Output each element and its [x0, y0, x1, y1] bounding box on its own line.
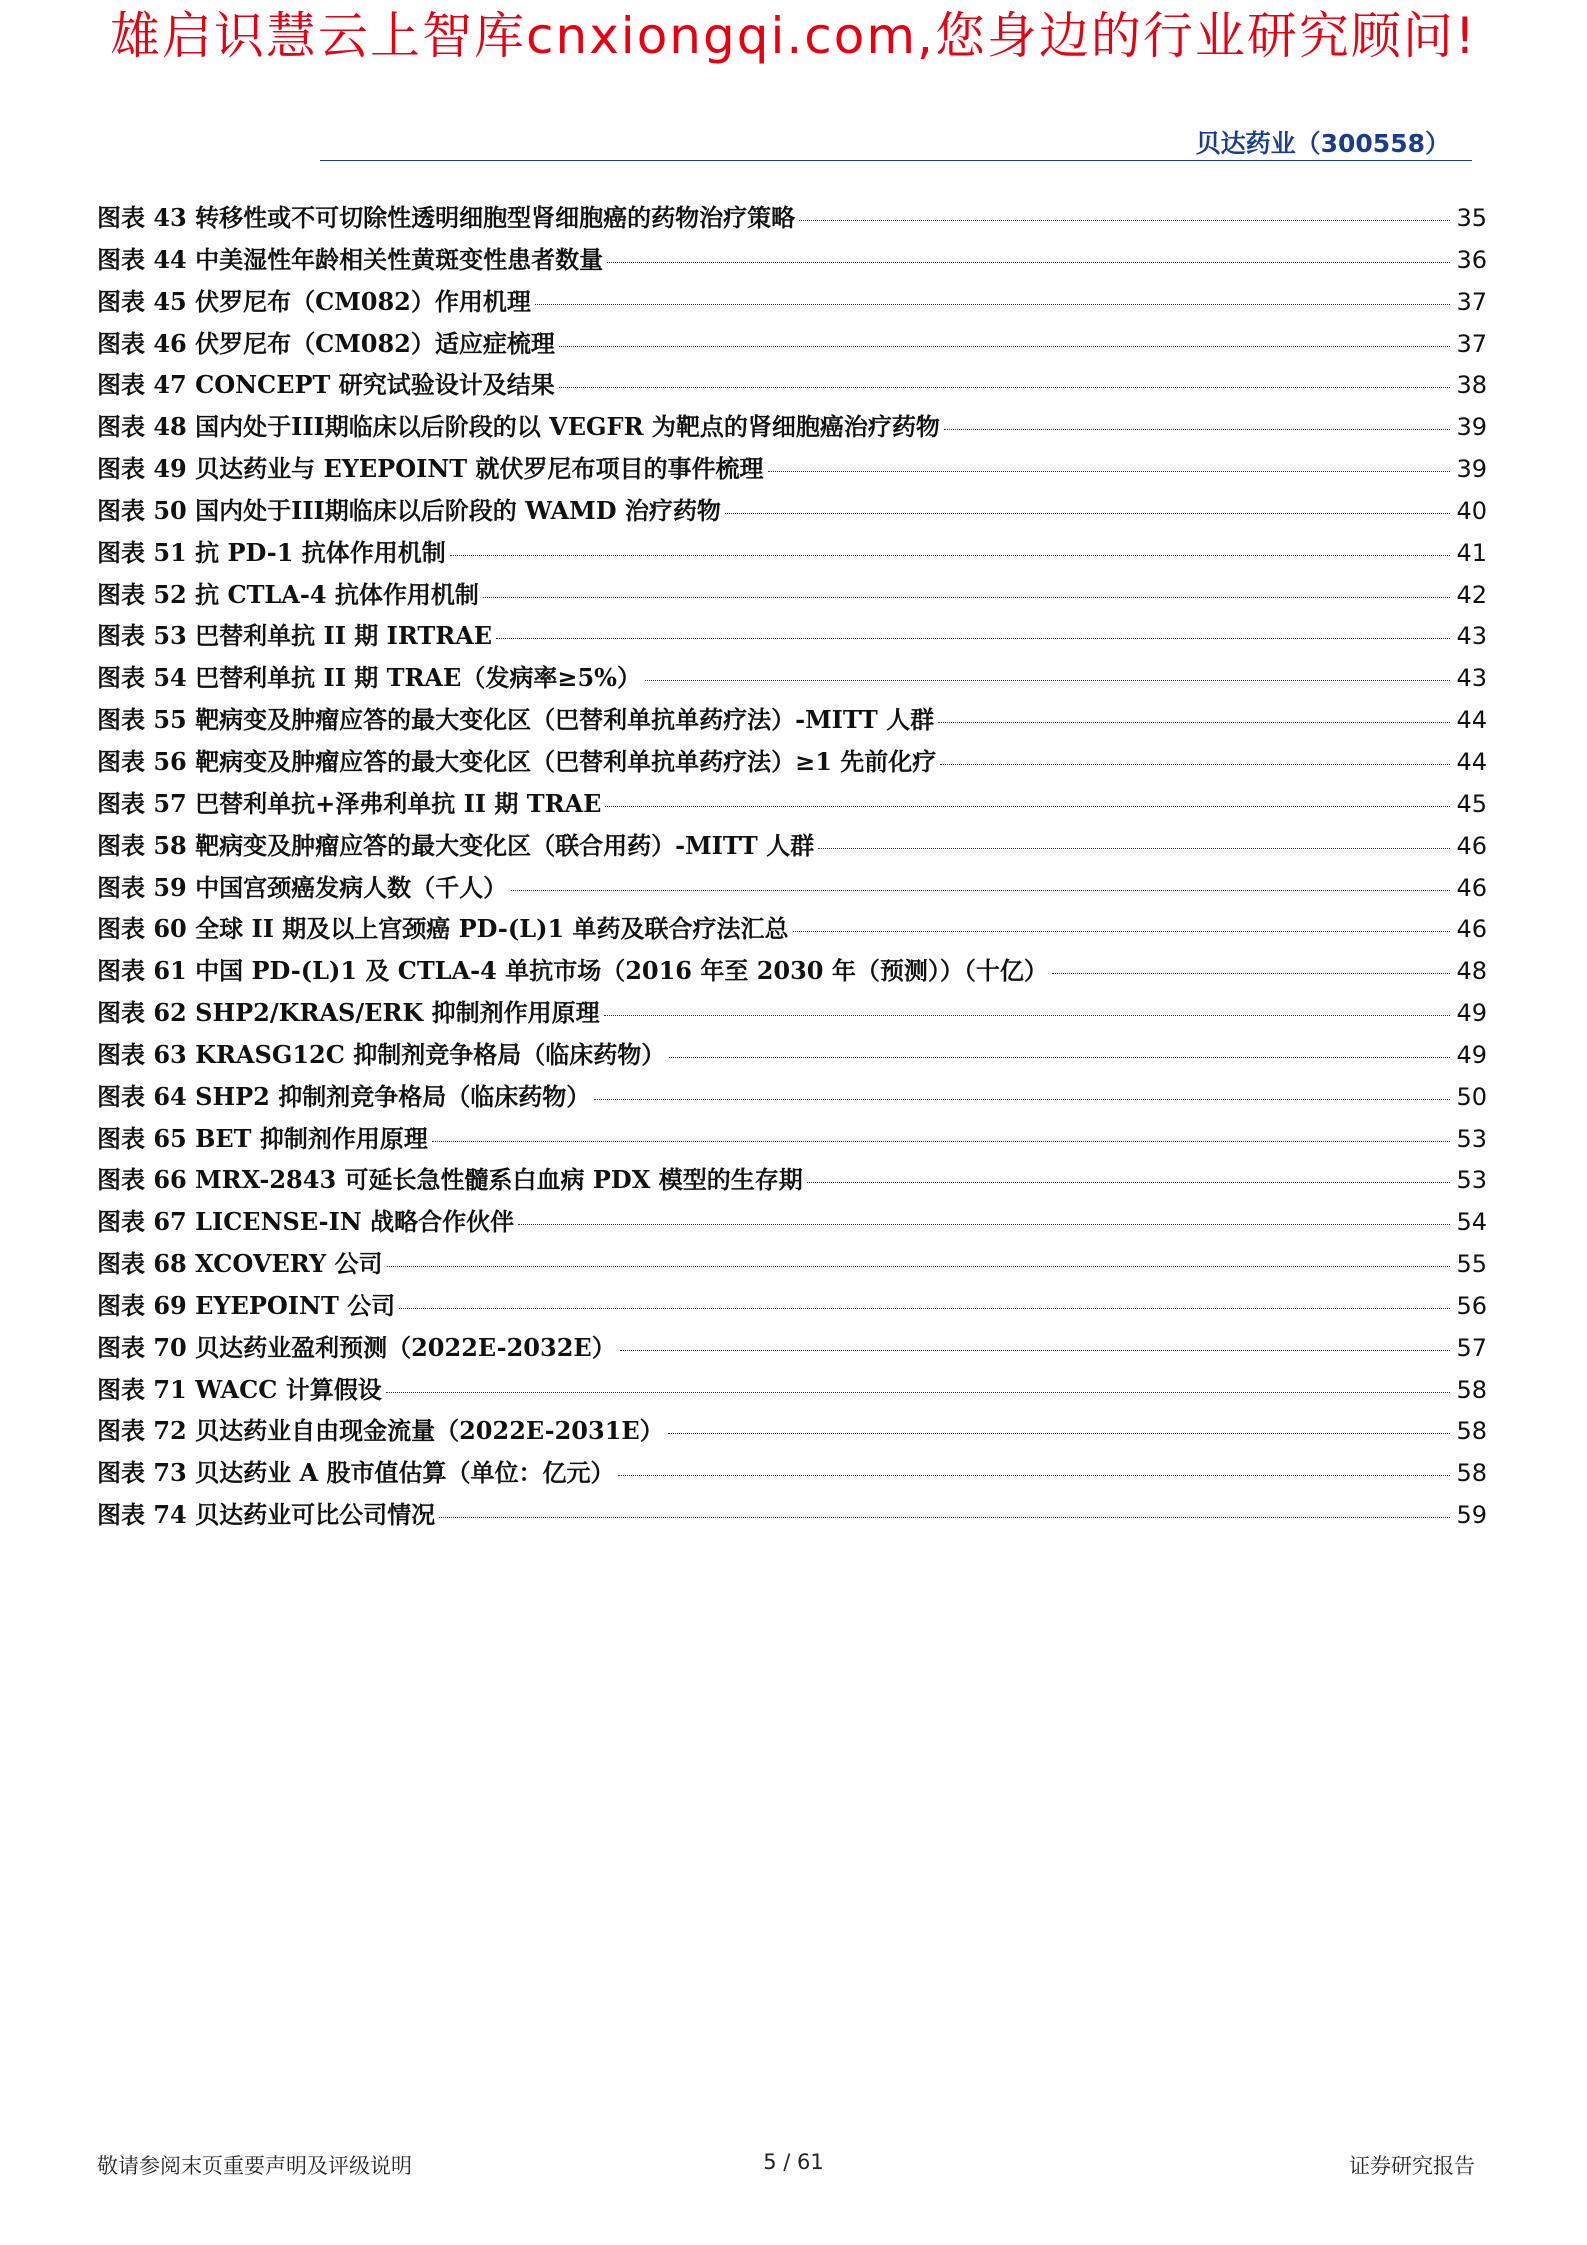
- toc-dot-leader: [620, 1350, 1451, 1351]
- toc-entry-title: 图表 73 贝达药业 A 股市值估算（单位：亿元）: [97, 1458, 615, 1488]
- toc-dot-leader: [559, 346, 1451, 347]
- toc-entry-page: 39: [1456, 413, 1487, 442]
- toc-dot-leader: [511, 890, 1450, 891]
- toc-entry-title: 图表 59 中国宫颈癌发病人数（千人）: [97, 872, 508, 902]
- toc-entry-title: 图表 69 EYEPOINT 公司: [97, 1290, 396, 1320]
- toc-dot-leader: [496, 638, 1450, 639]
- toc-entry-page: 43: [1456, 664, 1487, 693]
- toc-entry[interactable]: [97, 783, 1487, 825]
- toc-entry-title: 图表 48 国内处于III期临床以后阶段的以 VEGFR 为靶点的肾细胞癌治疗药物: [97, 412, 940, 442]
- toc-entry-page: 40: [1456, 496, 1487, 525]
- toc-entry[interactable]: [97, 406, 1487, 448]
- toc-entry-page: 49: [1456, 1040, 1487, 1069]
- toc-dot-leader: [518, 1224, 1450, 1225]
- toc-dot-leader: [799, 220, 1450, 221]
- toc-dot-leader: [618, 1475, 1450, 1476]
- toc-entry-page: 44: [1456, 706, 1487, 735]
- toc-entry-title: 图表 71 WACC 计算假设: [97, 1374, 382, 1404]
- toc-entry[interactable]: [97, 239, 1487, 281]
- toc-dot-leader: [940, 764, 1450, 765]
- toc-entry-title: 图表 64 SHP2 抑制剂竞争格局（临床药物）: [97, 1081, 591, 1111]
- toc-entry[interactable]: [97, 908, 1487, 950]
- toc-entry-title: 图表 54 巴替利单抗 II 期 TRAE（发病率≥5%）: [97, 663, 641, 693]
- toc-entry-page: 57: [1456, 1333, 1487, 1362]
- toc-entry-title: 图表 67 LICENSE-IN 战略合作伙伴: [97, 1207, 515, 1237]
- toc-entry[interactable]: [97, 532, 1487, 574]
- toc-entry-title: 图表 56 靶病变及肿瘤应答的最大变化区（巴替利单抗单药疗法）≥1 先前化疗: [97, 746, 937, 776]
- toc-entry-page: 59: [1456, 1501, 1487, 1530]
- toc-entry[interactable]: [97, 1201, 1487, 1243]
- toc-entry-page: 54: [1456, 1208, 1487, 1237]
- toc-entry[interactable]: [97, 323, 1487, 365]
- toc-entry-title: 图表 72 贝达药业自由现金流量（2022E-2031E）: [97, 1416, 664, 1446]
- toc-entry[interactable]: [97, 699, 1487, 741]
- toc-entry-page: 38: [1456, 371, 1487, 400]
- toc-entry-page: 44: [1456, 747, 1487, 776]
- toc-entry-title: 图表 63 KRASG12C 抑制剂竞争格局（临床药物）: [97, 1039, 666, 1069]
- toc-entry[interactable]: [97, 1494, 1487, 1536]
- toc-entry-page: 37: [1456, 329, 1487, 358]
- toc-entry-page: 50: [1456, 1082, 1487, 1111]
- toc-entry-title: 图表 60 全球 II 期及以上宫颈癌 PD-(L)1 单药及联合疗法汇总: [97, 914, 789, 944]
- toc-dot-leader: [725, 513, 1451, 514]
- toc-dot-leader: [768, 471, 1451, 472]
- toc-entry-title: 图表 44 中美湿性年龄相关性黄斑变性患者数量: [97, 244, 604, 274]
- toc-dot-leader: [399, 1308, 1450, 1309]
- toc-entry[interactable]: [97, 950, 1487, 992]
- toc-entry[interactable]: [97, 1034, 1487, 1076]
- toc-entry-page: 46: [1456, 831, 1487, 860]
- toc-entry[interactable]: [97, 1285, 1487, 1327]
- toc-entry[interactable]: [97, 992, 1487, 1034]
- toc-dot-leader: [386, 1392, 1451, 1393]
- table-of-figures: [97, 197, 1487, 1536]
- toc-entry-title: 图表 47 CONCEPT 研究试验设计及结果: [97, 370, 555, 400]
- toc-entry-page: 48: [1456, 957, 1487, 986]
- toc-dot-leader: [669, 1057, 1450, 1058]
- toc-entry-title: 图表 46 伏罗尼布（CM082）适应症梳理: [97, 328, 555, 358]
- toc-entry-page: 53: [1456, 1124, 1487, 1153]
- site-banner: 雄启识慧云上智库cnxiongqi.com,您身边的行业研究顾问!: [110, 7, 1477, 65]
- toc-entry-page: 43: [1456, 622, 1487, 651]
- toc-entry-title: 图表 66 MRX-2843 可延长急性髓系白血病 PDX 模型的生存期: [97, 1165, 803, 1195]
- toc-entry[interactable]: [97, 197, 1487, 239]
- toc-dot-leader: [668, 1433, 1451, 1434]
- toc-entry-page: 58: [1456, 1375, 1487, 1404]
- footer-disclaimer: 敬请参阅末页重要声明及评级说明: [97, 2154, 412, 2178]
- toc-entry-page: 56: [1456, 1291, 1487, 1320]
- toc-entry[interactable]: [97, 615, 1487, 657]
- toc-entry-title: 图表 52 抗 CTLA-4 抗体作用机制: [97, 579, 479, 609]
- toc-dot-leader: [432, 1141, 1451, 1142]
- toc-dot-leader: [818, 848, 1450, 849]
- toc-entry[interactable]: [97, 1410, 1487, 1452]
- toc-entry[interactable]: [97, 448, 1487, 490]
- toc-entry-title: 图表 53 巴替利单抗 II 期 IRTRAE: [97, 621, 493, 651]
- toc-entry-title: 图表 70 贝达药业盈利预测（2022E-2032E）: [97, 1332, 616, 1362]
- toc-entry-page: 55: [1456, 1250, 1487, 1279]
- toc-dot-leader: [450, 555, 1451, 556]
- report-type: 证券研究报告: [1349, 2154, 1475, 2178]
- toc-entry-page: 41: [1456, 538, 1487, 567]
- toc-entry-title: 图表 61 中国 PD-(L)1 及 CTLA-4 单抗市场（2016 年至 2030 年（预测））（十亿）: [97, 956, 1048, 986]
- toc-entry-title: 图表 50 国内处于III期临床以后阶段的 WAMD 治疗药物: [97, 495, 721, 525]
- toc-entry[interactable]: [97, 657, 1487, 699]
- toc-entry-page: 35: [1456, 204, 1487, 232]
- header-divider: [320, 160, 1472, 161]
- toc-entry[interactable]: [97, 281, 1487, 323]
- company-header: 贝达药业（300558）: [1195, 129, 1450, 158]
- toc-dot-leader: [1052, 973, 1451, 974]
- toc-entry-page: 46: [1456, 873, 1487, 902]
- toc-entry-page: 36: [1456, 245, 1487, 274]
- toc-entry-title: 图表 68 XCOVERY 公司: [97, 1249, 383, 1279]
- toc-entry-title: 图表 58 靶病变及肿瘤应答的最大变化区（联合用药）-MITT 人群: [97, 830, 815, 860]
- toc-entry-title: 图表 51 抗 PD-1 抗体作用机制: [97, 537, 446, 567]
- toc-entry-title: 图表 43 转移性或不可切除性透明细胞型肾细胞癌的药物治疗策略: [97, 203, 796, 232]
- toc-dot-leader: [938, 722, 1450, 723]
- toc-entry-page: 49: [1456, 999, 1487, 1028]
- toc-dot-leader: [387, 1266, 1451, 1267]
- toc-entry[interactable]: [97, 1452, 1487, 1494]
- toc-entry-page: 53: [1456, 1166, 1487, 1195]
- toc-entry-page: 46: [1456, 915, 1487, 944]
- toc-entry-page: 45: [1456, 789, 1487, 818]
- toc-entry[interactable]: [97, 1159, 1487, 1201]
- toc-entry-page: 58: [1456, 1417, 1487, 1446]
- toc-entry[interactable]: [97, 1118, 1487, 1160]
- toc-dot-leader: [607, 262, 1450, 263]
- toc-dot-leader: [944, 429, 1451, 430]
- toc-entry[interactable]: [97, 1243, 1487, 1285]
- toc-entry[interactable]: [97, 1327, 1487, 1369]
- toc-dot-leader: [645, 680, 1450, 681]
- toc-dot-leader: [605, 806, 1450, 807]
- toc-dot-leader: [793, 931, 1451, 932]
- toc-dot-leader: [535, 304, 1451, 305]
- toc-dot-leader: [439, 1517, 1450, 1518]
- toc-entry[interactable]: [97, 364, 1487, 406]
- toc-entry[interactable]: [97, 1369, 1487, 1411]
- toc-entry[interactable]: [97, 867, 1487, 909]
- toc-entry-title: 图表 55 靶病变及肿瘤应答的最大变化区（巴替利单抗单药疗法）-MITT 人群: [97, 705, 935, 735]
- toc-entry-page: 39: [1456, 455, 1487, 484]
- toc-entry-title: 图表 45 伏罗尼布（CM082）作用机理: [97, 286, 531, 316]
- toc-entry-page: 42: [1456, 580, 1487, 609]
- toc-dot-leader: [559, 387, 1451, 388]
- toc-entry-title: 图表 62 SHP2/KRAS/ERK 抑制剂作用原理: [97, 998, 600, 1028]
- toc-entry-title: 图表 49 贝达药业与 EYEPOINT 就伏罗尼布项目的事件梳理: [97, 454, 764, 484]
- toc-entry[interactable]: [97, 490, 1487, 532]
- toc-entry-page: 58: [1456, 1459, 1487, 1488]
- toc-dot-leader: [604, 1015, 1451, 1016]
- page-number: 5 / 61: [763, 2150, 824, 2174]
- toc-dot-leader: [483, 597, 1451, 598]
- toc-entry[interactable]: [97, 741, 1487, 783]
- toc-entry[interactable]: [97, 825, 1487, 867]
- toc-entry[interactable]: [97, 574, 1487, 616]
- toc-entry[interactable]: [97, 1076, 1487, 1118]
- toc-dot-leader: [594, 1099, 1450, 1100]
- toc-entry-title: 图表 57 巴替利单抗+泽弗利单抗 II 期 TRAE: [97, 788, 602, 818]
- toc-entry-title: 图表 74 贝达药业可比公司情况: [97, 1500, 436, 1530]
- toc-entry-title: 图表 65 BET 抑制剂作用原理: [97, 1123, 428, 1153]
- toc-entry-page: 37: [1456, 287, 1487, 316]
- toc-dot-leader: [807, 1182, 1451, 1183]
